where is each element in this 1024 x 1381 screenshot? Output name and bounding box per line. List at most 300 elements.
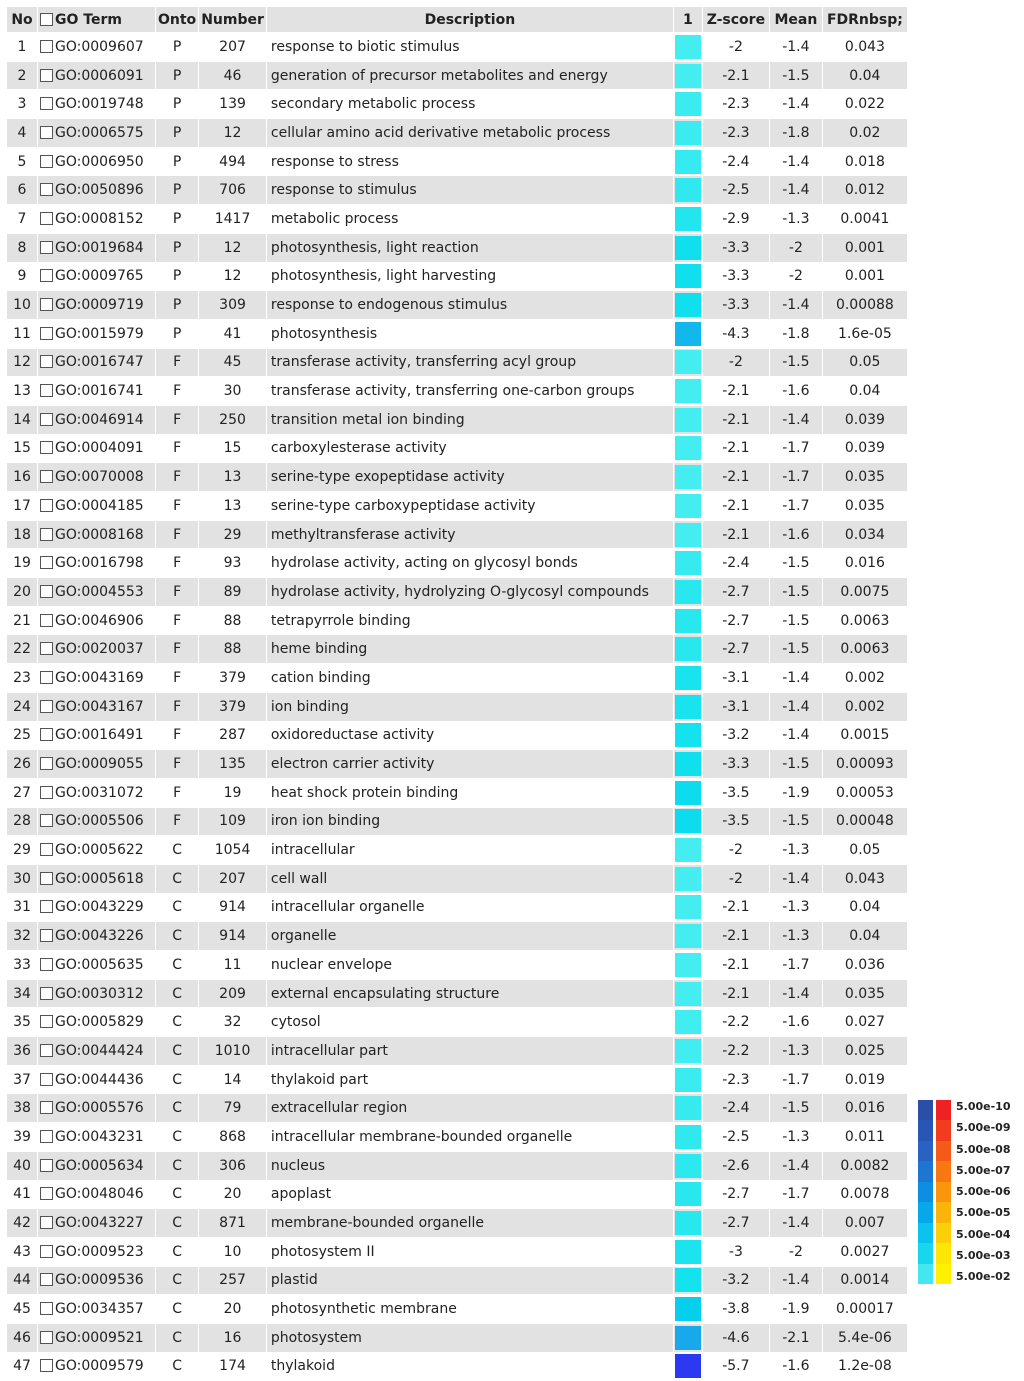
row-number: 17 [7,492,37,520]
go-term-cell [38,1181,155,1209]
go-term-id: GO:0009521 [55,1329,144,1346]
heat-swatch [675,92,701,116]
row-number: 24 [7,693,37,721]
row-checkbox[interactable] [40,614,53,627]
row-checkbox[interactable] [40,1331,53,1344]
row-checkbox[interactable] [40,212,53,225]
ontology-cell: C [156,980,198,1008]
row-checkbox[interactable] [40,1159,53,1172]
zscore-cell: -2.4 [703,148,769,176]
zscore-cell: -2.1 [703,463,769,491]
zscore-cell: -2.6 [703,1152,769,1180]
ontology-cell: F [156,722,198,750]
description-cell: photosynthetic membrane [267,1295,673,1323]
go-term-id: GO:0019748 [55,96,144,113]
table-row [7,750,907,778]
description-cell: serine-type exopeptidase activity [267,463,673,491]
heat-swatch [675,1039,701,1063]
go-term-cell [38,865,155,893]
row-checkbox[interactable] [40,528,53,541]
mean-cell: -1.4 [770,291,822,319]
row-checkbox[interactable] [40,241,53,254]
mean-cell: -1.6 [770,1008,822,1036]
table-row [7,1123,907,1151]
heat-cell [674,894,702,922]
description-cell: heat shock protein binding [267,779,673,807]
header-mean[interactable]: Mean [770,7,822,32]
zscore-cell: -2.4 [703,1094,769,1122]
mean-cell: -1.6 [770,1353,822,1381]
table-row [7,148,907,176]
go-term-cell [38,320,155,348]
row-checkbox[interactable] [40,872,53,885]
row-checkbox[interactable] [40,499,53,512]
legend-label: 5.00e-05 [956,1206,1011,1220]
gene-count-cell: 1010 [199,1037,266,1065]
description-cell: response to endogenous stimulus [267,291,673,319]
go-term-id: GO:0008152 [55,210,144,227]
row-checkbox[interactable] [40,1302,53,1315]
mean-cell: -1.4 [770,90,822,118]
heat-swatch [675,1326,701,1350]
fdr-cell: 0.018 [823,148,907,176]
go-term-id: GO:0046914 [55,411,144,428]
heat-swatch [675,207,701,231]
gene-count-cell: 871 [199,1209,266,1237]
go-term-cell [38,1324,155,1352]
go-term-cell [38,234,155,262]
mean-cell: -1.9 [770,779,822,807]
table-header [7,7,907,32]
legend-label: 5.00e-04 [956,1227,1011,1241]
fdr-cell: 0.043 [823,865,907,893]
go-term-id: GO:0048046 [55,1186,144,1203]
zscore-cell: -4.3 [703,320,769,348]
description-cell: transferase activity, transferring one-carbon groups [267,377,673,405]
heat-cell [674,62,702,90]
row-checkbox[interactable] [40,1359,53,1372]
heat-cell [674,693,702,721]
table-row [7,291,907,319]
fdr-cell: 0.043 [823,33,907,61]
row-number: 2 [7,62,37,90]
legend-blue-step [918,1202,933,1222]
row-checkbox[interactable] [40,1216,53,1229]
go-term-id: GO:0016798 [55,555,144,572]
header-number[interactable]: Number [199,7,266,32]
fdr-cell: 0.0015 [823,722,907,750]
heat-swatch [675,1096,701,1120]
zscore-cell: -3.2 [703,1267,769,1295]
mean-cell: -1.4 [770,33,822,61]
gene-count-cell: 14 [199,1066,266,1094]
fdr-cell: 0.00017 [823,1295,907,1323]
header-onto[interactable]: Onto [156,7,198,32]
description-cell: plastid [267,1267,673,1295]
gene-count-cell: 88 [199,635,266,663]
row-checkbox[interactable] [40,441,53,454]
go-term-id: GO:0005634 [55,1157,144,1174]
table-row [7,263,907,291]
row-checkbox[interactable] [40,97,53,110]
row-number: 26 [7,750,37,778]
table-row [7,1267,907,1295]
header-description[interactable]: Description [267,7,673,32]
zscore-cell: -2.7 [703,1209,769,1237]
gene-count-cell: 46 [199,62,266,90]
fdr-cell: 0.035 [823,980,907,1008]
ontology-cell: C [156,1037,198,1065]
description-cell: intracellular part [267,1037,673,1065]
zscore-cell: -3.2 [703,722,769,750]
mean-cell: -1.7 [770,1181,822,1209]
heat-swatch [675,637,701,661]
description-cell: intracellular [267,836,673,864]
header-no[interactable]: No [7,7,37,32]
header-zscore[interactable]: Z-score [703,7,769,32]
gene-count-cell: 45 [199,349,266,377]
description-cell: response to biotic stimulus [267,33,673,61]
description-cell: nucleus [267,1152,673,1180]
legend-blue-step [918,1182,933,1202]
header-col1[interactable]: 1 [674,7,702,32]
gene-count-cell: 174 [199,1353,266,1381]
heat-swatch [675,150,701,174]
fdr-cell: 5.4e-06 [823,1324,907,1352]
go-term-cell [38,1295,155,1323]
gene-count-cell: 379 [199,664,266,692]
red-scale-bar [936,1100,951,1284]
row-number: 6 [7,176,37,204]
heat-cell [674,578,702,606]
fdr-cell: 0.039 [823,406,907,434]
heat-swatch [675,1125,701,1149]
fdr-cell: 0.002 [823,664,907,692]
row-checkbox[interactable] [40,700,53,713]
row-checkbox[interactable] [40,843,53,856]
go-term-cell [38,263,155,291]
header-fdr[interactable]: FDRnbsp; [823,7,907,32]
table-row [7,320,907,348]
mean-cell: -1.8 [770,320,822,348]
row-number: 25 [7,722,37,750]
zscore-cell: -2.1 [703,62,769,90]
go-term-id: GO:0005829 [55,1014,144,1031]
gene-count-cell: 494 [199,148,266,176]
legend-label: 5.00e-03 [956,1248,1011,1262]
table-row [7,521,907,549]
go-term-cell [38,1152,155,1180]
go-term-id: GO:0030312 [55,985,144,1002]
table-row [7,922,907,950]
zscore-cell: -2.1 [703,492,769,520]
row-number: 19 [7,549,37,577]
row-checkbox[interactable] [40,958,53,971]
fdr-cell: 0.0027 [823,1238,907,1266]
go-term-id: GO:0044436 [55,1071,144,1088]
table-row [7,664,907,692]
row-checkbox[interactable] [40,1187,53,1200]
go-term-id: GO:0008168 [55,526,144,543]
heat-cell [674,722,702,750]
go-term-id: GO:0019684 [55,239,144,256]
row-checkbox[interactable] [40,40,53,53]
ontology-cell: P [156,263,198,291]
row-checkbox[interactable] [40,757,53,770]
heat-swatch [675,1010,701,1034]
mean-cell: -2 [770,234,822,262]
go-term-id: GO:0043226 [55,928,144,945]
row-number: 20 [7,578,37,606]
go-term-cell [38,779,155,807]
gene-count-cell: 32 [199,1008,266,1036]
ontology-cell: F [156,492,198,520]
ontology-cell: C [156,951,198,979]
description-cell: photosystem [267,1324,673,1352]
go-term-cell [38,148,155,176]
heat-swatch [675,752,701,776]
mean-cell: -2.1 [770,1324,822,1352]
row-checkbox[interactable] [40,585,53,598]
table-row [7,779,907,807]
heat-swatch [675,1268,701,1292]
mean-cell: -1.7 [770,463,822,491]
heat-cell [674,176,702,204]
row-checkbox[interactable] [40,642,53,655]
gene-count-cell: 914 [199,894,266,922]
table-row [7,578,907,606]
mean-cell: -1.5 [770,62,822,90]
table-row [7,635,907,663]
row-checkbox[interactable] [40,929,53,942]
row-checkbox[interactable] [40,987,53,1000]
row-number: 37 [7,1066,37,1094]
description-cell: carboxylesterase activity [267,435,673,463]
description-cell: transferase activity, transferring acyl group [267,349,673,377]
description-cell: extracellular region [267,1094,673,1122]
ontology-cell: F [156,349,198,377]
go-term-id: GO:0016491 [55,727,144,744]
heat-swatch [675,350,701,374]
go-term-cell [38,435,155,463]
gene-count-cell: 207 [199,33,266,61]
blue-scale-bar [918,1100,933,1284]
row-checkbox[interactable] [40,269,53,282]
fdr-cell: 0.019 [823,1066,907,1094]
select-all-checkbox[interactable] [40,13,53,26]
heat-swatch [675,924,701,948]
go-term-id: GO:0043231 [55,1128,144,1145]
heat-swatch [675,293,701,317]
ontology-cell: C [156,1353,198,1381]
heat-cell [674,1295,702,1323]
mean-cell: -1.5 [770,808,822,836]
table-row [7,1008,907,1036]
row-number: 5 [7,148,37,176]
row-checkbox[interactable] [40,900,53,913]
go-term-cell [38,951,155,979]
heat-swatch [675,1154,701,1178]
go-term-cell [38,578,155,606]
ontology-cell: F [156,635,198,663]
row-checkbox[interactable] [40,126,53,139]
mean-cell: -1.5 [770,635,822,663]
zscore-cell: -2.5 [703,1123,769,1151]
row-checkbox[interactable] [40,1245,53,1258]
heat-cell [674,1324,702,1352]
ontology-cell: F [156,521,198,549]
table-row [7,62,907,90]
heat-cell [674,779,702,807]
table-row [7,176,907,204]
row-checkbox[interactable] [40,671,53,684]
color-scale-legend [918,1100,1022,1284]
gene-count-cell: 29 [199,521,266,549]
table-row [7,1295,907,1323]
zscore-cell: -2.1 [703,377,769,405]
heat-cell [674,1353,702,1381]
description-cell: external encapsulating structure [267,980,673,1008]
legend-blue-step [918,1161,933,1181]
row-checkbox[interactable] [40,298,53,311]
table-row [7,1209,907,1237]
legend-label: 5.00e-09 [956,1121,1011,1135]
go-term-cell [38,90,155,118]
row-number: 33 [7,951,37,979]
table-row [7,1181,907,1209]
go-term-id: GO:0009719 [55,297,144,314]
go-term-id: GO:0043229 [55,899,144,916]
fdr-cell: 0.0063 [823,635,907,663]
heat-swatch [675,178,701,202]
go-term-id: GO:0009055 [55,756,144,773]
ontology-cell: F [156,463,198,491]
legend-blue-step [918,1141,933,1161]
row-number: 44 [7,1267,37,1295]
go-term-id: GO:0043227 [55,1215,144,1232]
heat-cell [674,549,702,577]
row-checkbox[interactable] [40,384,53,397]
row-checkbox[interactable] [40,69,53,82]
fdr-cell: 0.036 [823,951,907,979]
go-term-cell [38,750,155,778]
row-checkbox[interactable] [40,728,53,741]
description-cell: serine-type carboxypeptidase activity [267,492,673,520]
legend-red-step [936,1100,951,1120]
ontology-cell: P [156,205,198,233]
heat-cell [674,664,702,692]
fdr-cell: 0.0082 [823,1152,907,1180]
description-cell: iron ion binding [267,808,673,836]
description-cell: intracellular membrane-bounded organelle [267,1123,673,1151]
ontology-cell: F [156,377,198,405]
fdr-cell: 0.001 [823,234,907,262]
heat-swatch [675,408,701,432]
row-checkbox[interactable] [40,470,53,483]
row-checkbox[interactable] [40,1015,53,1028]
heat-cell [674,463,702,491]
go-term-cell [38,1066,155,1094]
zscore-cell: -2.7 [703,578,769,606]
row-checkbox[interactable] [40,1044,53,1057]
go-term-cell [38,549,155,577]
mean-cell: -1.4 [770,865,822,893]
fdr-cell: 0.025 [823,1037,907,1065]
mean-cell: -1.7 [770,492,822,520]
row-checkbox[interactable] [40,155,53,168]
legend-label: 5.00e-06 [956,1185,1011,1198]
heat-cell [674,1037,702,1065]
heat-cell [674,1066,702,1094]
mean-cell: -1.9 [770,1295,822,1323]
description-cell: intracellular organelle [267,894,673,922]
row-checkbox[interactable] [40,1073,53,1086]
table-row [7,836,907,864]
gene-count-cell: 15 [199,435,266,463]
ontology-cell: C [156,836,198,864]
row-checkbox[interactable] [40,327,53,340]
ontology-cell: C [156,1094,198,1122]
row-checkbox[interactable] [40,355,53,368]
go-term-cell [38,836,155,864]
heat-cell [674,406,702,434]
description-cell: hydrolase activity, hydrolyzing O-glycosyl compounds [267,578,673,606]
row-number: 35 [7,1008,37,1036]
header-go-term[interactable] [38,7,155,32]
gene-count-cell: 12 [199,263,266,291]
heat-cell [674,1094,702,1122]
row-checkbox[interactable] [40,786,53,799]
description-cell: hydrolase activity, acting on glycosyl bonds [267,549,673,577]
description-cell: response to stimulus [267,176,673,204]
legend-red-step [936,1161,951,1181]
legend-blue-step [918,1100,933,1120]
fdr-cell: 1.2e-08 [823,1353,907,1381]
row-checkbox[interactable] [40,183,53,196]
row-checkbox[interactable] [40,556,53,569]
ontology-cell: F [156,406,198,434]
fdr-cell: 0.039 [823,435,907,463]
heat-cell [674,951,702,979]
zscore-cell: -2.1 [703,435,769,463]
legend-label: 5.00e-02 [956,1270,1011,1283]
heat-swatch [675,982,701,1006]
heat-swatch [675,666,701,690]
zscore-cell: -2.4 [703,549,769,577]
mean-cell: -1.4 [770,176,822,204]
row-number: 21 [7,607,37,635]
row-number: 43 [7,1238,37,1266]
row-checkbox[interactable] [40,1273,53,1286]
zscore-cell: -2.1 [703,951,769,979]
row-checkbox[interactable] [40,1130,53,1143]
mean-cell: -1.6 [770,521,822,549]
table-row [7,1238,907,1266]
row-checkbox[interactable] [40,1101,53,1114]
description-cell: secondary metabolic process [267,90,673,118]
go-term-cell [38,1238,155,1266]
mean-cell: -1.6 [770,377,822,405]
zscore-cell: -2.1 [703,521,769,549]
gene-count-cell: 135 [199,750,266,778]
gene-count-cell: 13 [199,463,266,491]
heat-swatch [675,264,701,288]
gene-count-cell: 41 [199,320,266,348]
row-checkbox[interactable] [40,814,53,827]
row-checkbox[interactable] [40,413,53,426]
mean-cell: -1.4 [770,980,822,1008]
ontology-cell: F [156,578,198,606]
